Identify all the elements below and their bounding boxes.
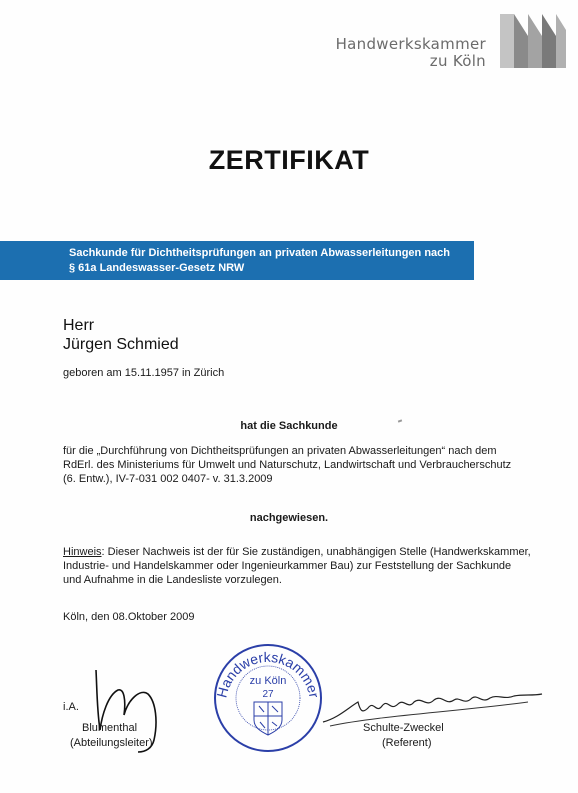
recipient-birth-info: geboren am 15.11.1957 in Zürich	[63, 367, 225, 379]
stamp-number: 27	[262, 689, 274, 700]
org-name-line2: zu Köln	[429, 52, 486, 70]
official-stamp-icon	[212, 642, 324, 754]
on-behalf-label: i.A.	[63, 701, 79, 713]
left-signatory-name: Blumenthal	[82, 722, 138, 734]
regulation-paragraph	[63, 444, 511, 486]
note-line2: Industrie- und Handelskammer oder Ingenieurkammer Bau) zur Feststellung der Sachkunde	[63, 560, 512, 572]
coat-of-arms-icon	[254, 702, 282, 735]
note-paragraph	[63, 545, 531, 587]
stamp-top-text: Handwerkskammer	[213, 648, 323, 700]
organization-logo-text	[336, 36, 486, 70]
note-line3: und Aufnahme in die Landesliste vorzulegen.	[63, 574, 282, 586]
chamber-logo-icon	[498, 14, 566, 68]
banner-line2: § 61a Landeswasser-Gesetz NRW	[69, 262, 245, 274]
banner-line1: Sachkunde für Dichtheitsprüfungen an privaten Abwasserleitungen nach	[69, 247, 450, 259]
right-signatory-role: (Referent)	[382, 737, 432, 749]
note-line1	[63, 545, 531, 559]
regulation-line2: RdErl. des Ministeriums für Umwelt und Naturschutz, Landwirtschaft und Verbraucherschutz	[63, 459, 512, 471]
note-label: Hinweis	[63, 546, 102, 558]
certificate-title: ZERTIFIKAT	[208, 145, 370, 175]
has-competence-statement: hat die Sachkunde	[240, 420, 338, 432]
regulation-line1: für die „Durchführung von Dichtheitsprüfungen an privaten Abwasserleitungen“ nach dem	[63, 445, 497, 457]
recipient-name: Jürgen Schmied	[63, 336, 179, 353]
regulation-line3: (6. Entw.), IV-7-031 002 0407- v. 31.3.2009	[63, 473, 273, 485]
proven-statement: nachgewiesen.	[249, 512, 329, 524]
note-line1-text: : Dieser Nachweis ist der für Sie zuständigen, unabhängigen Stelle (Handwerkskammer,	[101, 546, 531, 558]
right-signatory-name: Schulte-Zweckel	[363, 722, 444, 734]
recipient-salutation: Herr	[63, 317, 95, 334]
subject-banner	[0, 241, 474, 280]
place-and-date: Köln, den 08.Oktober 2009	[63, 611, 195, 623]
org-name-line1: Handwerkskammer	[335, 35, 486, 53]
left-signatory-role: (Abteilungsleiter)	[70, 737, 153, 749]
stamp-middle-text: zu Köln	[249, 675, 287, 687]
